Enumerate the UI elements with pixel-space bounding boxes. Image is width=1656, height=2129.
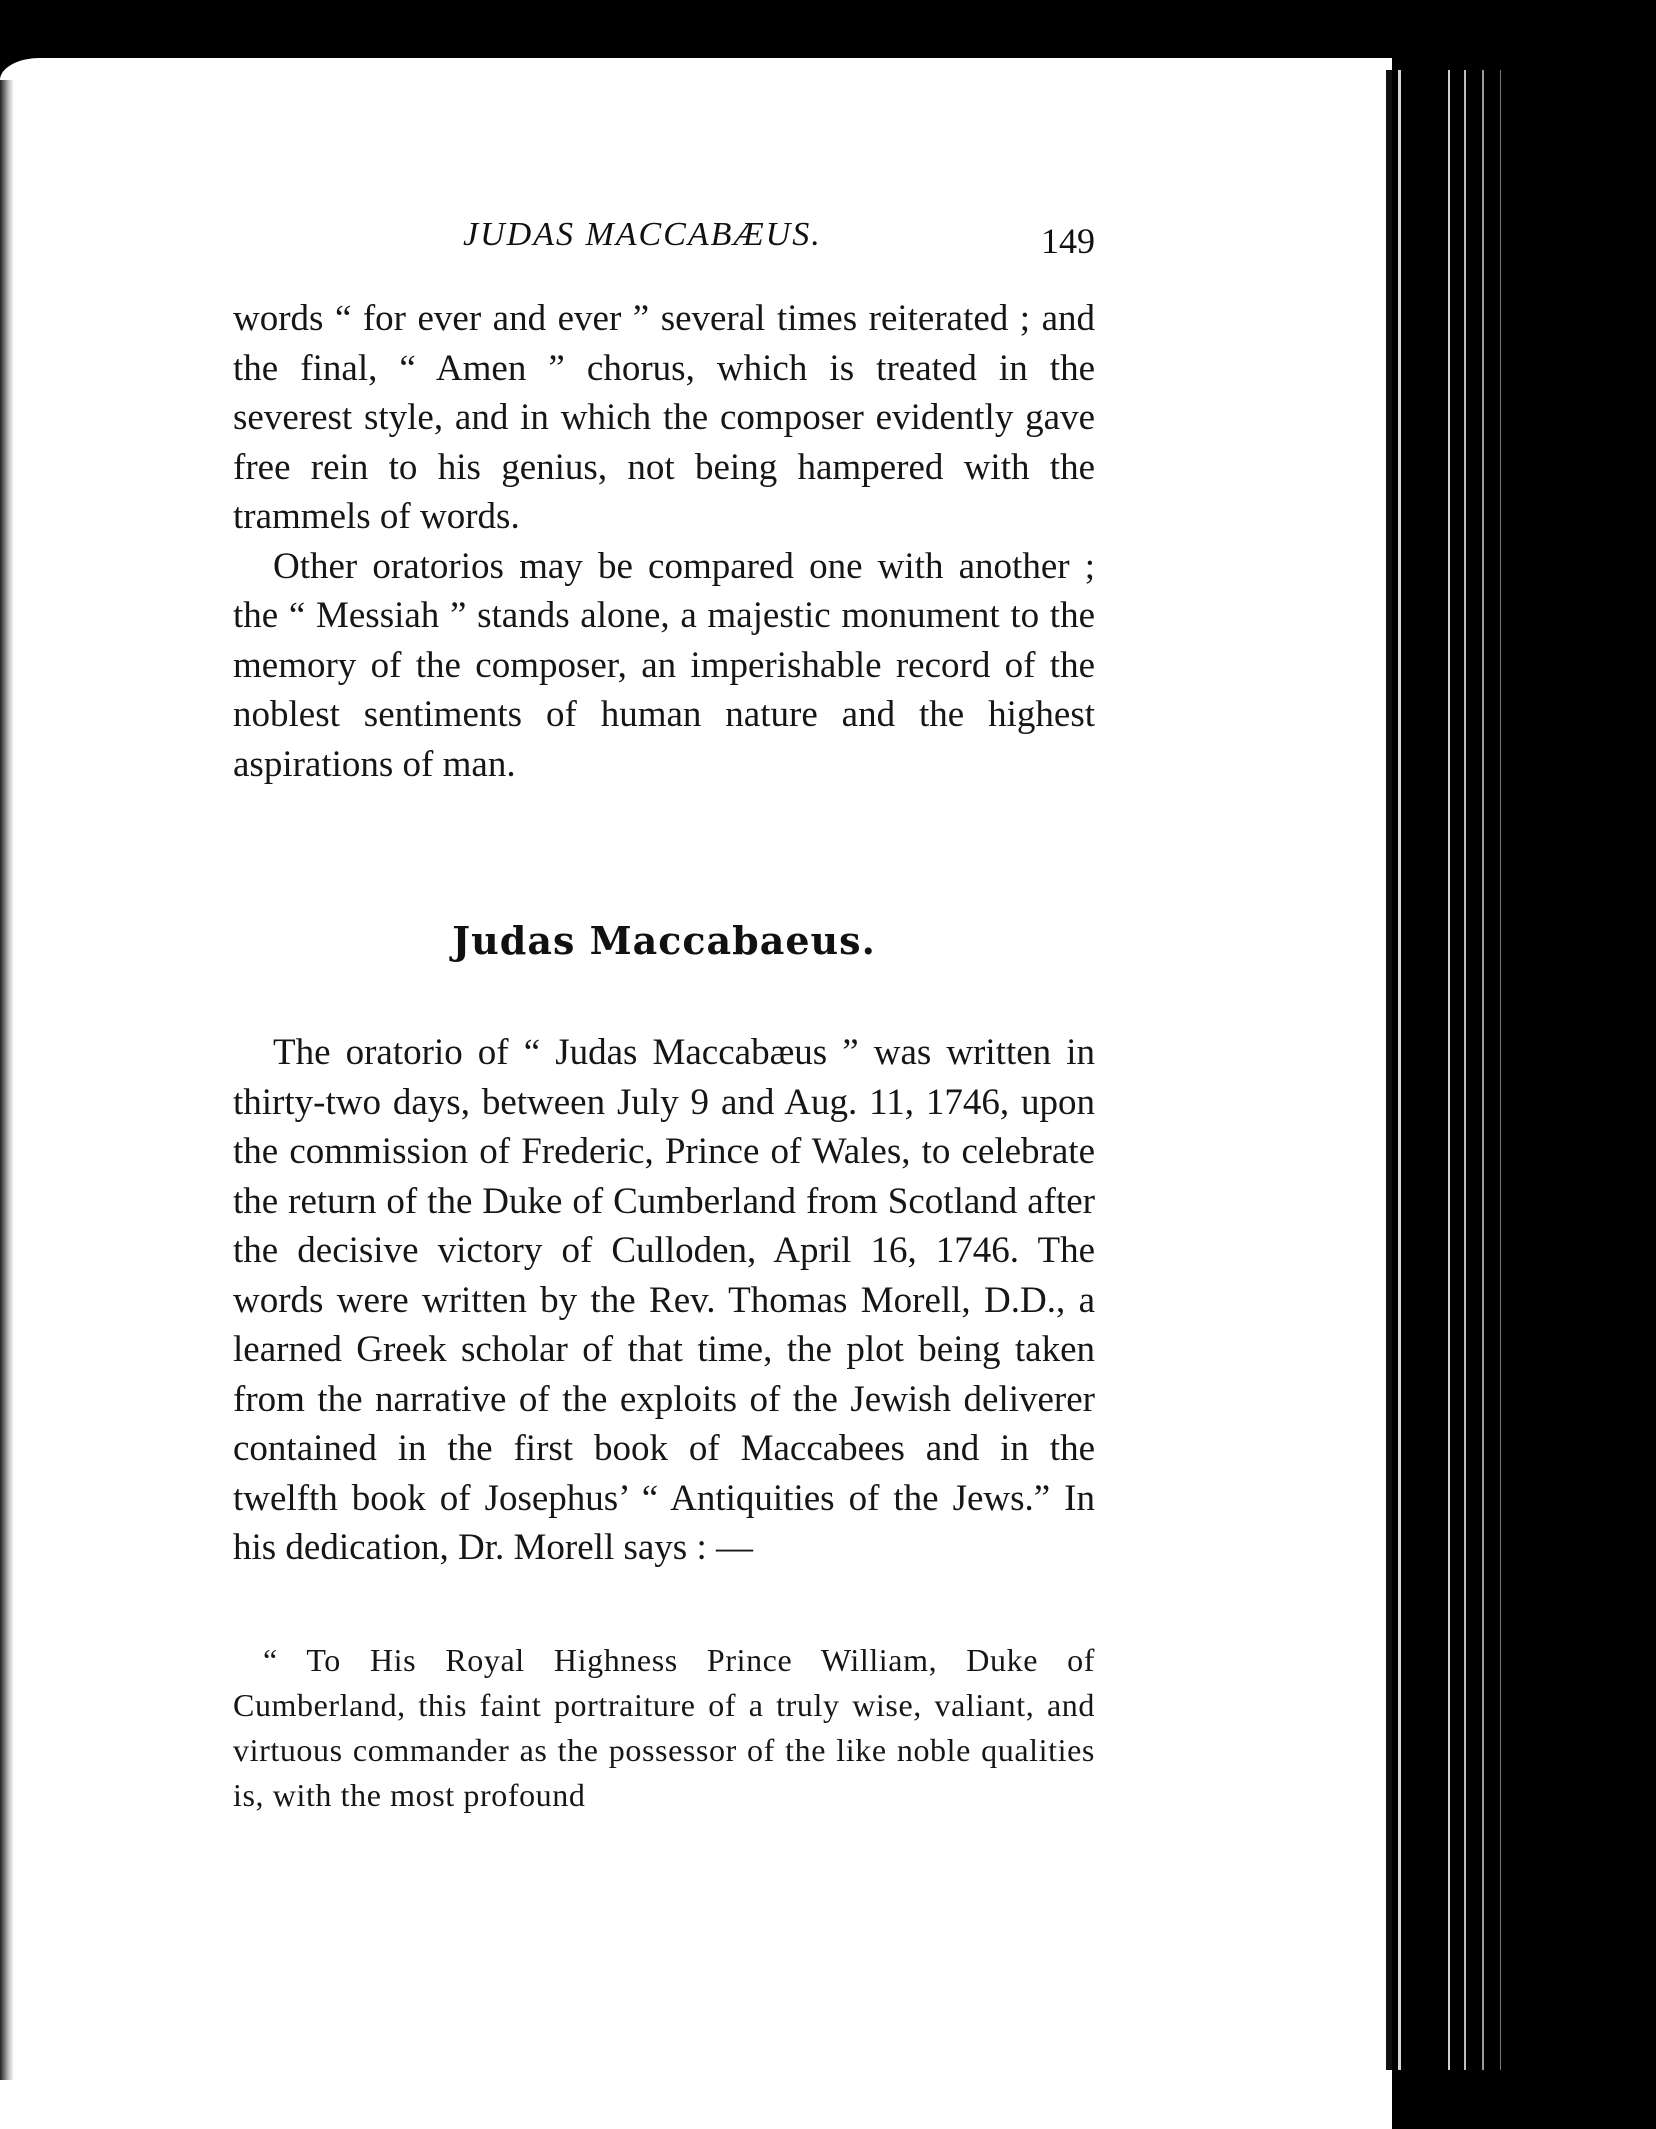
text-block-quotation: [233, 1638, 1095, 1818]
page-header: [233, 216, 1095, 266]
paragraph-continued: words “ for ever and ever ” several times reiterated ; and the final, “ Amen ” chorus, which is treated in the severest style, and in which the composer evidently gave free rein to his genius, not being hampered with the trammels of words.: [233, 298, 1095, 537]
running-title: JUDAS MACCABÆUS.: [463, 216, 822, 253]
dedication-quotation: “ To His Royal Highness Prince William, Duke of Cumberland, this faint portraiture of a truly wise, valiant, and virtuous commander as the possessor of the like noble qualities is, with the most profound: [233, 1642, 1095, 1813]
binding-stripe: [1448, 70, 1450, 2070]
section-heading: Judas Maccabaeus.: [452, 918, 876, 963]
binding-stripe: [1464, 70, 1466, 2070]
paragraph-judas: The oratorio of “ Judas Maccabæus ” was written in thirty-two days, between July 9 and Aug. 11, 1746, upon the commission of Frederic, Prince of Wales, to celebrate the return of the Duke of Cumberland from Scotland after the decisive victory of Culloden, April 16, 1746. The words were written by the Rev. Thomas Morell, D.D., a learned Greek scholar of that time, the plot being taken from the narrative of the exploits of the Jewish deliverer contained in the first book of Maccabees and in the twelfth book of Josephus’ “ Antiquities of the Jews.” In his dedication, Dr. Morell says : —: [233, 1032, 1095, 1568]
page-number: 149: [1041, 221, 1095, 261]
paragraph-messiah: Other oratorios may be compared one with another ; the “ Messiah ” stands alone, a majestic monument to the memory of the composer, an imperishable record of the noblest sentiments of human nature and the highest aspirations of man.: [233, 545, 1095, 785]
binding-stripe: [1398, 70, 1401, 2070]
binding-stripe: [1500, 70, 1501, 2070]
page-edge-shadow: [0, 80, 14, 2080]
binding-stripe: [1482, 70, 1484, 2070]
text-block-top: [233, 294, 1095, 789]
text-block-middle: [233, 1028, 1095, 1573]
binding-edge: [1386, 70, 1392, 2070]
book-binding: [1392, 58, 1656, 2129]
